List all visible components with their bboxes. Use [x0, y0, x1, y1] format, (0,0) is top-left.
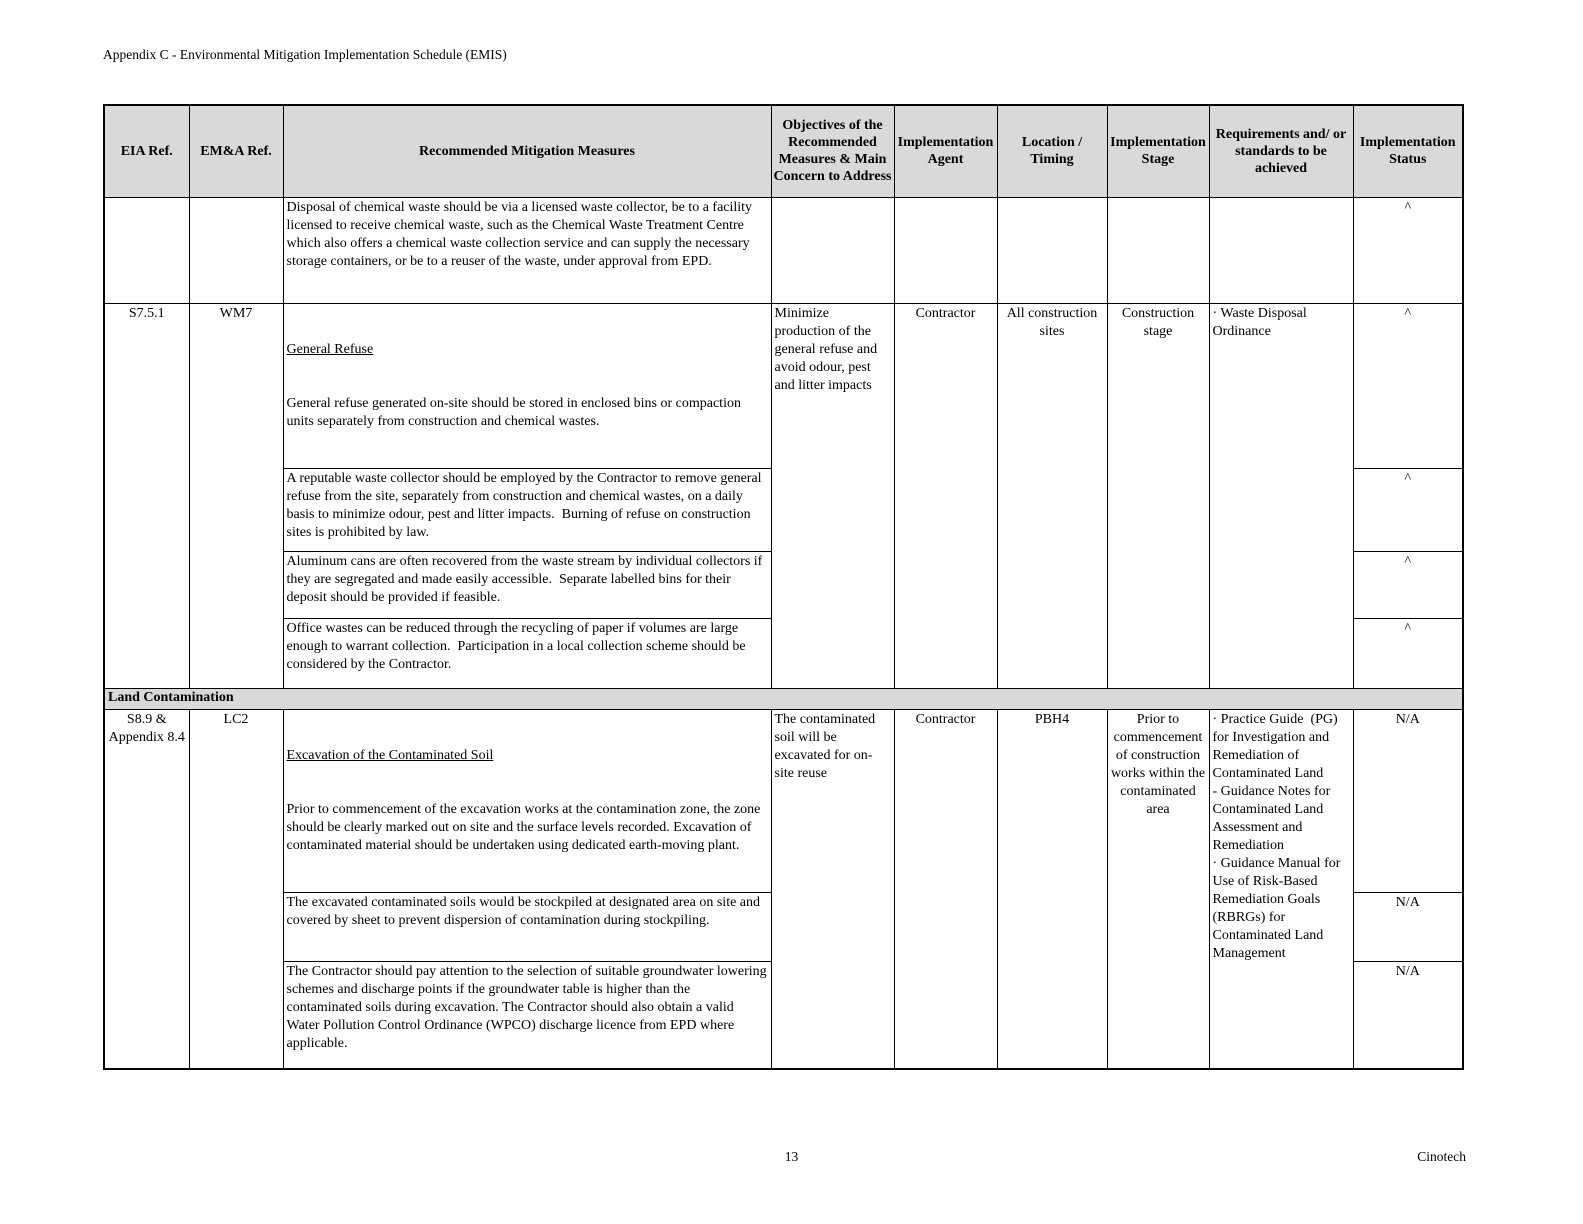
location-timing-cell: All construction sites: [997, 303, 1107, 688]
footer-company: Cinotech: [1417, 1149, 1466, 1164]
ema-ref-cell: LC2: [189, 709, 283, 1069]
status-cell: N/A: [1353, 892, 1463, 961]
measure-cell: A reputable waste collector should be employed by the Contractor to remove general refuse from the site, separately from construction and chemical wastes, on a daily basis to minimize odour, pest and litter impacts. Burning of refuse on construction sites is prohibited by law.: [283, 468, 771, 551]
measure-heading: Excavation of the Contaminated Soil: [286, 747, 494, 763]
col-header-status: Implementation Status: [1353, 105, 1463, 197]
objectives-cell: The contaminated soil will be excavated for on-site reuse: [771, 709, 894, 1069]
eia-ref-cell: S7.5.1: [104, 303, 189, 688]
status-cell: ^: [1353, 303, 1463, 468]
location-timing-cell: PBH4: [997, 709, 1107, 1069]
requirements-cell: · Waste Disposal Ordinance: [1209, 303, 1353, 688]
agent-cell: Contractor: [894, 709, 997, 1069]
col-header-measures: Recommended Mitigation Measures: [283, 105, 771, 197]
status-cell: N/A: [1353, 961, 1463, 1069]
page-number: 13: [784, 1149, 799, 1164]
col-header-requirements: Requirements and/ or standards to be achieved: [1209, 105, 1353, 197]
eia-ref-cell: S8.9 & Appendix 8.4: [104, 709, 189, 1069]
requirements-cell: [1209, 709, 1353, 1069]
row-section-land-contamination: [104, 688, 1463, 709]
col-header-stage: Implementation Stage: [1107, 105, 1209, 197]
status-cell: ^: [1353, 197, 1463, 303]
table-header-row: [104, 105, 1463, 197]
measure-cell: Aluminum cans are often recovered from the waste stream by individual collectors if they are segregated and made easily accessible. Separate labelled bins for their deposit should be provided if feasible.: [283, 551, 771, 618]
agent-cell: Contractor: [894, 303, 997, 688]
objectives-cell: [771, 197, 894, 303]
measure-cell: [283, 303, 771, 468]
status-cell: ^: [1353, 618, 1463, 688]
requirement-item: - Guidance Notes for Contaminated Land Assessment and Remediation: [1212, 783, 1334, 853]
eia-ref-cell: [104, 197, 189, 303]
col-header-agent: Implementation Agent: [894, 105, 997, 197]
stage-cell: Construction stage: [1107, 303, 1209, 688]
col-header-eia-ref: EIA Ref.: [104, 105, 189, 197]
measure-cell: The Contractor should pay attention to the selection of suitable groundwater lowering schemes and discharge points if the groundwater table is higher than the contaminated soils during excavation. The Contractor should also obtain a valid Water Pollution Control Ordinance (WPCO) discharge licence from EPD where applicable.: [283, 961, 771, 1069]
status-cell: N/A: [1353, 709, 1463, 892]
emis-table: [103, 104, 1464, 1070]
requirements-cell: [1209, 197, 1353, 303]
row-wm7-1: [104, 303, 1463, 468]
requirement-item: · Guidance Manual for Use of Risk-Based Remediation Goals (RBRGs) for Contaminated Land Management: [1212, 855, 1344, 961]
section-header-cell: Land Contamination: [104, 688, 1463, 709]
stage-cell: Prior to commencement of construction works within the contaminated area: [1107, 709, 1209, 1069]
measure-cell: The excavated contaminated soils would be stockpiled at designated area on site and covered by sheet to prevent dispersion of contamination during stockpiling.: [283, 892, 771, 961]
measure-cell: [283, 709, 771, 892]
requirement-item: · Practice Guide (PG) for Investigation and Remediation of Contaminated Land: [1212, 711, 1342, 781]
status-cell: ^: [1353, 468, 1463, 551]
measure-heading: General Refuse: [286, 341, 374, 357]
ema-ref-cell: WM7: [189, 303, 283, 688]
col-header-objectives: Objectives of the Recommended Measures & Main Concern to Address: [771, 105, 894, 197]
page-title: Appendix C - Environmental Mitigation Implementation Schedule (EMIS): [103, 47, 507, 62]
col-header-ema-ref: EM&A Ref.: [189, 105, 283, 197]
stage-cell: [1107, 197, 1209, 303]
measure-cell: Disposal of chemical waste should be via a licensed waste collector, be to a facility licensed to receive chemical waste, such as the Chemical Waste Treatment Centre which also offers a chemical waste collection service and can supply the necessary storage containers, or be to a reuser of the waste, under approval from EPD.: [283, 197, 771, 303]
row-lc2-1: [104, 709, 1463, 892]
col-header-location-timing: Location / Timing: [997, 105, 1107, 197]
status-cell: ^: [1353, 551, 1463, 618]
location-timing-cell: [997, 197, 1107, 303]
ema-ref-cell: [189, 197, 283, 303]
measure-text: General refuse generated on-site should be stored in enclosed bins or compaction units separately from construction and chemical wastes.: [286, 395, 745, 429]
measure-cell: Office wastes can be reduced through the recycling of paper if volumes are large enough to warrant collection. Participation in a local collection scheme should be considered by the Contractor.: [283, 618, 771, 688]
objectives-cell: Minimize production of the general refuse and avoid odour, pest and litter impacts: [771, 303, 894, 688]
agent-cell: [894, 197, 997, 303]
row-chemical-waste-continuation: [104, 197, 1463, 303]
measure-text: Prior to commencement of the excavation works at the contamination zone, the zone should be clearly marked out on site and the surface levels recorded. Excavation of contaminated material should be undertaken using dedicated earth-moving plant.: [286, 801, 764, 853]
